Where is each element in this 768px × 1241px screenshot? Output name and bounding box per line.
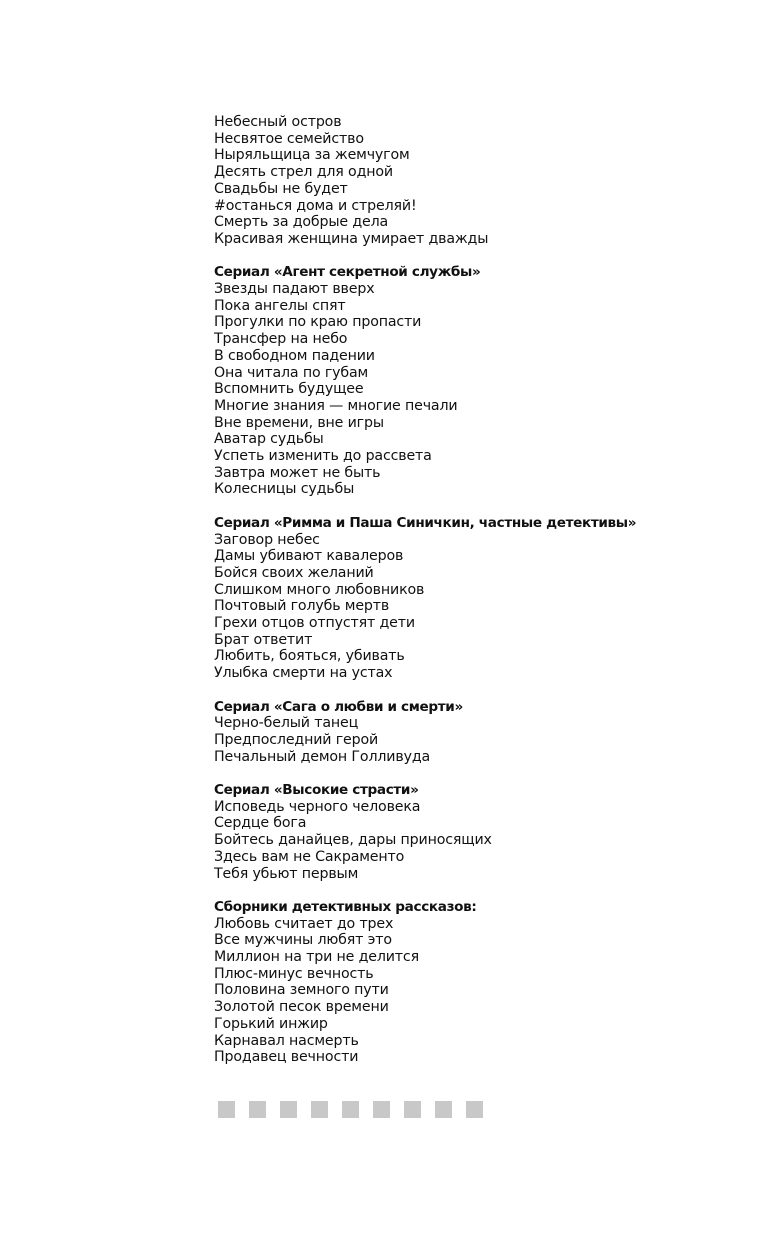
title-line: Небесный остров (214, 114, 342, 130)
title-line: Тебя убьют первым (214, 865, 359, 882)
series-heading: Сериал «Римма и Паша Синичкин, частные детективы» (214, 514, 637, 531)
title-line: Плюс-минус вечность (214, 965, 374, 982)
book-list (214, 114, 734, 1066)
title-line: #останься дома и стреляй! (214, 197, 417, 214)
title-line: Предпоследний герой (214, 731, 379, 748)
title-line: Улыбка смерти на устах (214, 665, 393, 682)
title-line: Почтовый голубь мертв (214, 598, 390, 615)
title-line: Все мужчины любят это (214, 932, 392, 949)
title-line: Завтра может не быть (214, 464, 381, 481)
title-line: Свадьбы не будет (214, 180, 348, 197)
title-line: Десять стрел для одной (214, 164, 393, 181)
section-agent (214, 264, 734, 498)
end-ornament (218, 1101, 483, 1118)
title-line: Многие знания — многие печали (214, 397, 458, 414)
title-line: Красивая женщина умирает дважды (214, 230, 489, 247)
ornament-square (342, 1101, 359, 1118)
title-line: Бойтесь данайцев, дары приносящих (214, 832, 492, 849)
title-line: Слишком много любовников (214, 581, 425, 598)
ornament-square (466, 1101, 483, 1118)
ornament-square (280, 1101, 297, 1118)
title-line: Пока ангелы спят (214, 297, 346, 314)
title-line: Она читала по губам (214, 364, 369, 381)
ornament-square (311, 1101, 328, 1118)
title-line: Горький инжир (214, 1015, 328, 1032)
section-intro (214, 114, 734, 248)
title-line: Прогулки по краю пропасти (214, 314, 422, 331)
section-passions (214, 782, 734, 882)
title-line: Грехи отцов отпустят дети (214, 615, 415, 632)
title-line: Брат ответит (214, 631, 313, 648)
series-heading: Сериал «Агент секретной службы» (214, 264, 481, 281)
ornament-square (373, 1101, 390, 1118)
title-line: Трансфер на небо (214, 331, 348, 348)
title-line: Звезды падают вверх (214, 281, 375, 298)
title-line: Несвятое семейство (214, 130, 364, 147)
section-saga (214, 699, 734, 766)
series-heading: Сериал «Высокие страсти» (214, 782, 419, 799)
title-line: Вспомнить будущее (214, 381, 364, 398)
title-line: Успеть изменить до рассвета (214, 448, 432, 465)
ornament-square (404, 1101, 421, 1118)
title-line: Печальный демон Голливуда (214, 748, 431, 765)
series-heading: Сборники детективных рассказов: (214, 898, 477, 915)
title-line: Сердце бога (214, 815, 307, 832)
title-line: Черно-белый танец (214, 715, 359, 732)
title-line: Аватар судьбы (214, 431, 324, 448)
title-line: Половина земного пути (214, 982, 389, 999)
ornament-square (435, 1101, 452, 1118)
title-line: Заговор небес (214, 531, 320, 548)
title-line: Золотой песок времени (214, 999, 389, 1016)
title-line: Миллион на три не делится (214, 949, 419, 966)
title-line: Дамы убивают кавалеров (214, 548, 404, 565)
section-rimma (214, 515, 734, 682)
section-collections (214, 899, 734, 1066)
title-line: Ныряльщица за жемчугом (214, 147, 410, 164)
title-line: Колесницы судьбы (214, 481, 355, 498)
title-line: Вне времени, вне игры (214, 414, 384, 431)
ornament-square (218, 1101, 235, 1118)
ornament-square (249, 1101, 266, 1118)
title-line: В свободном падении (214, 347, 375, 364)
title-line: Любовь считает до трех (214, 915, 394, 932)
title-line: Карнавал насмерть (214, 1032, 359, 1049)
title-line: Здесь вам не Сакраменто (214, 848, 405, 865)
title-line: Исповедь черного человека (214, 798, 421, 815)
title-line: Смерть за добрые дела (214, 214, 389, 231)
title-line: Любить, бояться, убивать (214, 648, 405, 665)
series-heading: Сериал «Сага о любви и смерти» (214, 698, 463, 715)
title-line: Продавец вечности (214, 1049, 359, 1066)
title-line: Бойся своих желаний (214, 564, 374, 581)
